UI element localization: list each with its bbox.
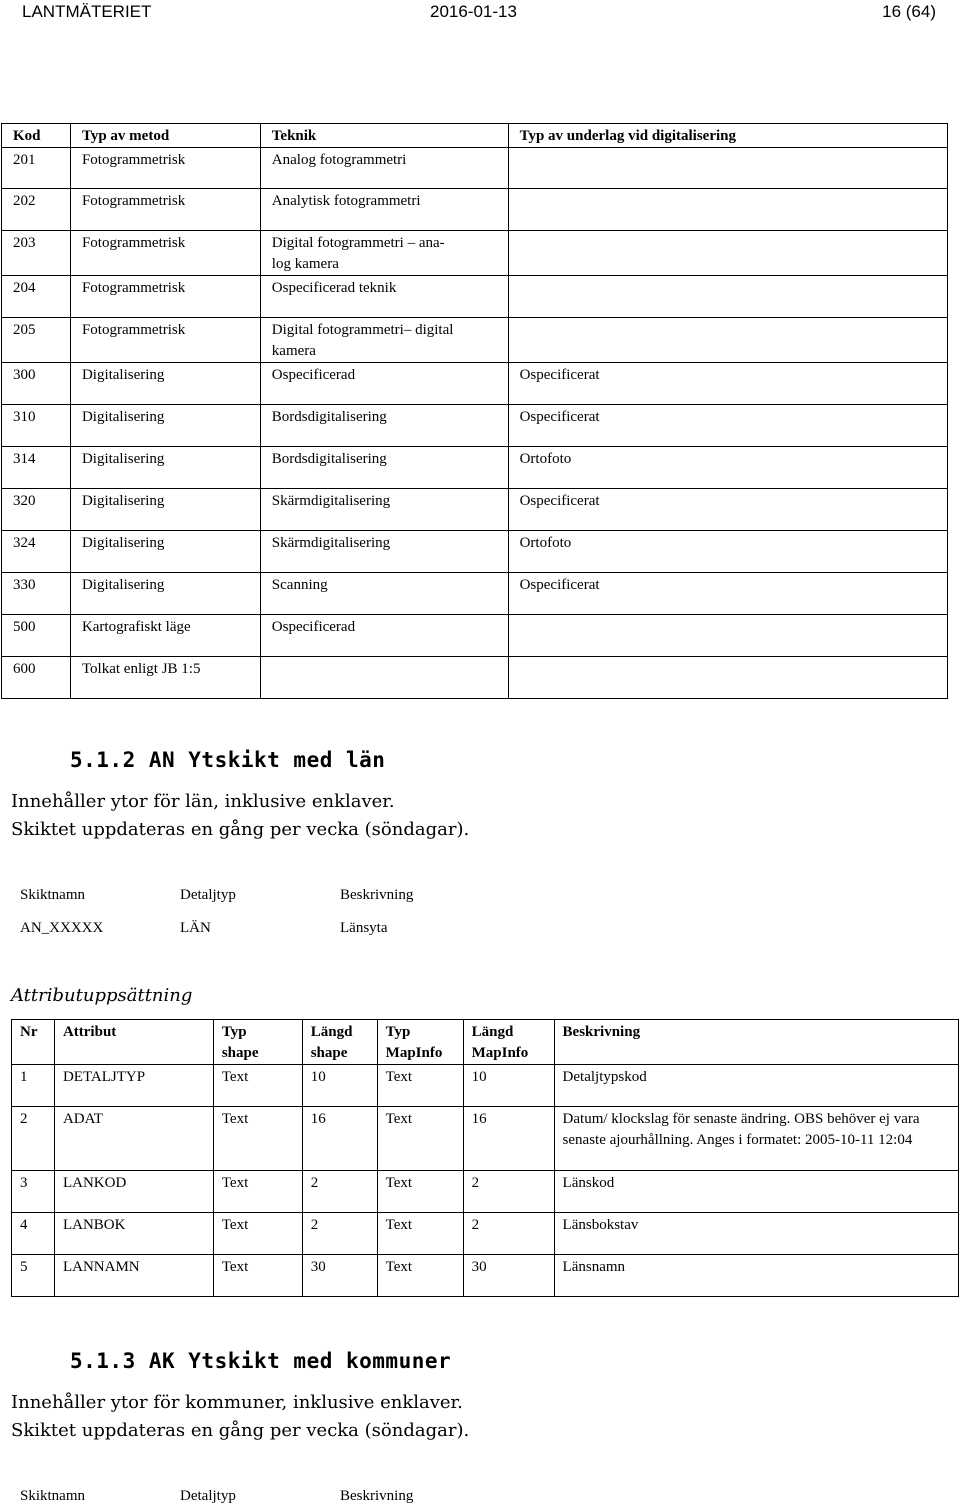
layer-header-description: Beskrivning [340,1488,414,1504]
table-cell: 30 [463,1255,554,1297]
method-codes-table [1,123,948,699]
table-cell [508,318,947,363]
table-row [2,531,948,573]
table-cell: Ospecificerad [260,363,508,405]
layer-header-name: Skiktnamn [20,887,86,903]
column-header: Kod [2,124,71,148]
table-cell [260,657,508,699]
table-cell: Tolkat enligt JB 1:5 [70,657,260,699]
layer-detail-value: LÄN [180,920,211,936]
table-cell: 201 [2,148,71,189]
table-cell: Bordsdigitalisering [260,405,508,447]
table-cell: Digitalisering [70,531,260,573]
table-cell: 314 [2,447,71,489]
table-cell: 2 [463,1213,554,1255]
table-cell [508,231,947,276]
table-row [12,1255,959,1297]
table-cell: 205 [2,318,71,363]
document-date: 2016-01-13 [430,2,517,21]
table-row [2,489,948,531]
table-cell: Text [213,1171,302,1213]
table-row [2,573,948,615]
description-line: Innehåller ytor för län, inklusive enklaver. [11,791,395,812]
attributes-title: Attributuppsättning [11,985,193,1006]
table-cell: Ospecificerad teknik [260,276,508,318]
column-header: Längd shape [302,1020,377,1065]
table-cell [508,148,947,189]
table-cell: DETALJTYP [54,1065,213,1107]
table-cell: Ortofoto [508,531,947,573]
org-name: LANTMÄTERIET [22,2,152,21]
table-cell: 2 [463,1171,554,1213]
table-cell: Scanning [260,573,508,615]
table-row [12,1171,959,1213]
table-cell: 2 [302,1171,377,1213]
table-cell: 1 [12,1065,55,1107]
column-header: Typ MapInfo [377,1020,463,1065]
table-cell: Kartografiskt läge [70,615,260,657]
table-cell: 500 [2,615,71,657]
table-header-row [2,124,948,148]
description-line: Innehåller ytor för kommuner, inklusive enklaver. [11,1392,463,1413]
table-cell: Digitalisering [70,573,260,615]
table-cell: Datum/ klockslag för senaste ändring. OBS behöver ej vara senaste ajourhållning. Anges i formatet: 2005-10-11 12:04 [554,1107,958,1171]
description-line: Skiktet uppdateras en gång per vecka (söndagar). [11,819,470,840]
layer-header-detail: Detaljtyp [180,1488,236,1504]
table-cell: 4 [12,1213,55,1255]
section-an-description [11,788,469,844]
table-cell: Digitalisering [70,489,260,531]
table-cell: Ospecificerat [508,573,947,615]
table-cell: Text [213,1107,302,1171]
table-cell: 16 [463,1107,554,1171]
section-title-an: 5.1.2 AN Ytskikt med län [70,748,386,772]
layer-name-value: AN_XXXXX [20,920,104,936]
table-row [12,1065,959,1107]
column-header: Längd MapInfo [463,1020,554,1065]
table-cell: LANNAMN [54,1255,213,1297]
table-cell: LANKOD [54,1171,213,1213]
table-cell: 203 [2,231,71,276]
table-cell [508,189,947,231]
table-cell: 10 [302,1065,377,1107]
description-line: Skiktet uppdateras en gång per vecka (söndagar). [11,1420,470,1441]
table-cell: Text [377,1171,463,1213]
table-row [2,318,948,363]
table-cell: Digitalisering [70,447,260,489]
column-header: Nr [12,1020,55,1065]
layer-header-name: Skiktnamn [20,1488,86,1504]
table-cell: 324 [2,531,71,573]
table-cell: Text [213,1213,302,1255]
table-cell: Ospecificerad [260,615,508,657]
table-cell: Digital fotogrammetri – ana- log kamera [260,231,508,276]
table-cell: Länskod [554,1171,958,1213]
table-row [2,276,948,318]
table-cell: 3 [12,1171,55,1213]
table-cell: Text [213,1065,302,1107]
column-header: Beskrivning [554,1020,958,1065]
section-ak-description [11,1389,469,1445]
table-cell: Ospecificerat [508,363,947,405]
table-cell: Text [377,1065,463,1107]
table-cell [508,615,947,657]
table-cell: Analog fotogrammetri [260,148,508,189]
table-cell: Länsnamn [554,1255,958,1297]
column-header: Teknik [260,124,508,148]
table-cell: Fotogrammetrisk [70,318,260,363]
column-header: Typ av metod [70,124,260,148]
table-cell: Fotogrammetrisk [70,148,260,189]
page-header [0,0,960,30]
table-cell: Digitalisering [70,405,260,447]
layer-header-description: Beskrivning [340,887,414,903]
table-cell: 204 [2,276,71,318]
table-row [12,1213,959,1255]
table-row [12,1107,959,1171]
table-cell: Fotogrammetrisk [70,189,260,231]
table-cell: Text [377,1107,463,1171]
table-cell: Digital fotogrammetri– digital kamera [260,318,508,363]
table-cell: Fotogrammetrisk [70,276,260,318]
table-cell: Skärmdigitalisering [260,531,508,573]
table-cell: Ospecificerat [508,489,947,531]
column-header: Typ shape [213,1020,302,1065]
layer-description-value: Länsyta [340,920,388,936]
section-title-ak: 5.1.3 AK Ytskikt med kommuner [70,1349,452,1373]
table-row [2,189,948,231]
table-row [2,363,948,405]
table-cell: 2 [302,1213,377,1255]
table-cell: 10 [463,1065,554,1107]
table-cell: 30 [302,1255,377,1297]
column-header: Attribut [54,1020,213,1065]
table-cell: Ospecificerat [508,405,947,447]
table-cell: 5 [12,1255,55,1297]
table-cell: Länsbokstav [554,1213,958,1255]
table-row [2,447,948,489]
table-cell: Text [377,1255,463,1297]
table-cell [508,276,947,318]
table-cell: 2 [12,1107,55,1171]
table-cell: ADAT [54,1107,213,1171]
table-row [2,148,948,189]
table-cell: Skärmdigitalisering [260,489,508,531]
table-cell: 310 [2,405,71,447]
table-cell: 600 [2,657,71,699]
table-cell: Ortofoto [508,447,947,489]
page-number: 16 (64) [882,2,936,21]
table-cell: 330 [2,573,71,615]
table-row [2,231,948,276]
table-cell: Detaljtypskod [554,1065,958,1107]
column-header: Typ av underlag vid digitalisering [508,124,947,148]
table-cell: 300 [2,363,71,405]
table-cell: 16 [302,1107,377,1171]
table-row [2,657,948,699]
table-cell: Bordsdigitalisering [260,447,508,489]
table-cell: 202 [2,189,71,231]
table-cell: Digitalisering [70,363,260,405]
table-cell [508,657,947,699]
table-row [2,615,948,657]
attributes-table [11,1019,959,1297]
table-cell: 320 [2,489,71,531]
table-cell: LANBOK [54,1213,213,1255]
table-row [2,405,948,447]
table-cell: Text [213,1255,302,1297]
table-header-row [12,1020,959,1065]
table-cell: Fotogrammetrisk [70,231,260,276]
layer-header-detail: Detaljtyp [180,887,236,903]
table-cell: Text [377,1213,463,1255]
table-cell: Analytisk fotogrammetri [260,189,508,231]
